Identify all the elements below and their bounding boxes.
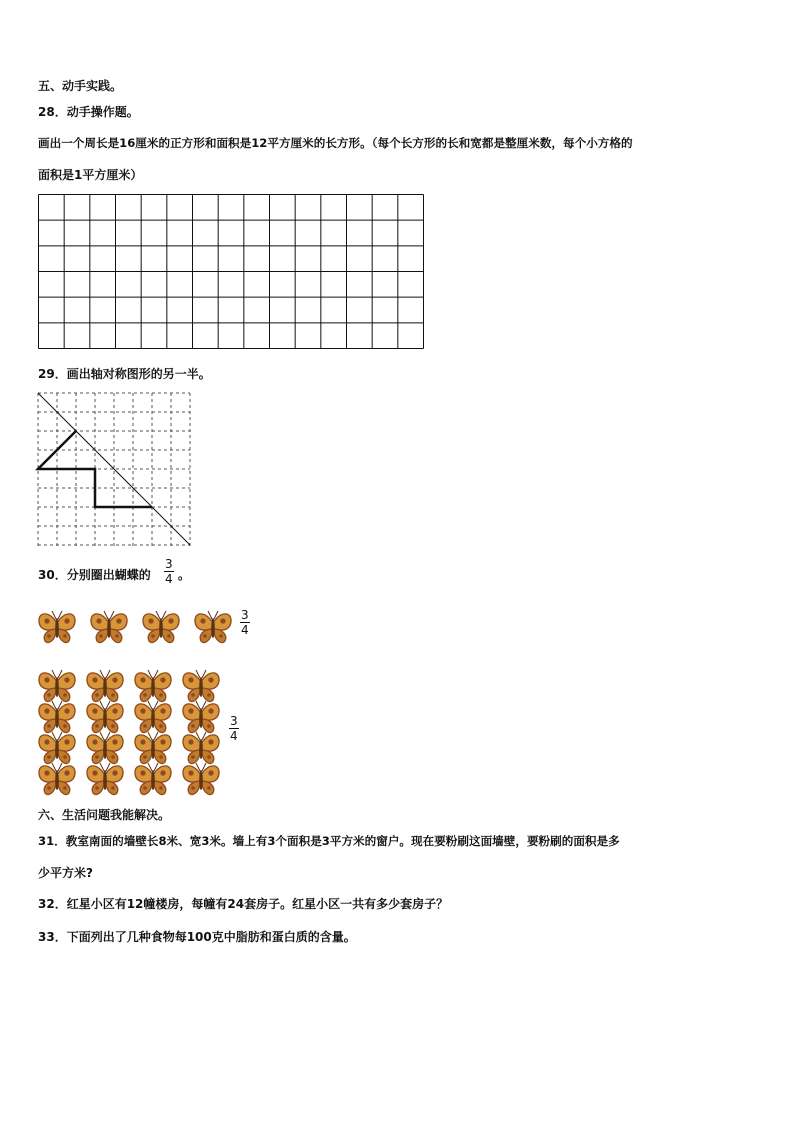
fraction-denominator: 4 [165, 572, 173, 586]
group-1-fraction [240, 608, 250, 637]
butterfly-icon [39, 670, 75, 702]
butterfly-icon [183, 732, 219, 764]
butterfly-group-1[interactable] [38, 609, 238, 649]
butterfly-icon [183, 701, 219, 733]
q28-text-line1: 画出一个周长是16厘米的正方形和面积是12平方厘米的长方形。（每个长方形的长和宽都是整厘米数，每个小方格的 [38, 136, 633, 150]
q31-text-line2: 少平方米? [38, 866, 93, 880]
butterfly-icon [87, 670, 123, 702]
butterfly-icon [91, 611, 127, 643]
fraction-numerator: 3 [230, 714, 238, 728]
q32-text: 32．红星小区有12幢楼房，每幢有24套房子。红星小区一共有多少套房子？ [38, 897, 449, 911]
q29-title: 29．画出轴对称图形的另一半。 [38, 367, 211, 381]
section-6-heading: 六、生活问题我能解决。 [38, 808, 171, 822]
butterfly-icon [195, 611, 231, 643]
butterfly-icon [39, 732, 75, 764]
q30-title [38, 567, 151, 583]
butterfly-icon [135, 701, 171, 733]
q30-title-suffix: 。 [178, 568, 191, 582]
q31-text-line1: 31．教室南面的墙壁长8米、宽3米。墙上有3个面积是3平方米的窗户。现在要粉刷这面墙壁，要粉刷的面积是多 [38, 834, 620, 848]
butterfly-group-2[interactable] [38, 668, 228, 798]
butterfly-icon [39, 611, 75, 643]
butterfly-icon [135, 763, 171, 795]
group-2-fraction [229, 714, 239, 743]
butterfly-icon [87, 732, 123, 764]
fraction-numerator: 3 [165, 557, 173, 571]
butterfly-icon [87, 701, 123, 733]
butterfly-icon [143, 611, 179, 643]
q30-title-fraction [164, 557, 174, 586]
fraction-denominator: 4 [230, 729, 238, 743]
q30-title-text: 30．分别圈出蝴蝶的 [38, 568, 151, 582]
butterfly-icon [87, 763, 123, 795]
q28-drawing-grid[interactable] [38, 194, 424, 349]
butterfly-icon [135, 670, 171, 702]
butterfly-icon [183, 670, 219, 702]
q33-text: 33．下面列出了几种食物每100克中脂肪和蛋白质的含量。 [38, 930, 356, 944]
fraction-denominator: 4 [241, 623, 249, 637]
butterfly-icon [39, 701, 75, 733]
q28-title: 28．动手操作题。 [38, 105, 139, 119]
butterfly-icon [39, 763, 75, 795]
q28-text-line2: 面积是1平方厘米） [38, 168, 143, 182]
butterfly-icon [135, 732, 171, 764]
butterfly-icon [183, 763, 219, 795]
fraction-numerator: 3 [241, 608, 249, 622]
section-5-heading: 五、动手实践。 [38, 79, 123, 93]
q29-symmetry-figure[interactable] [38, 393, 191, 547]
